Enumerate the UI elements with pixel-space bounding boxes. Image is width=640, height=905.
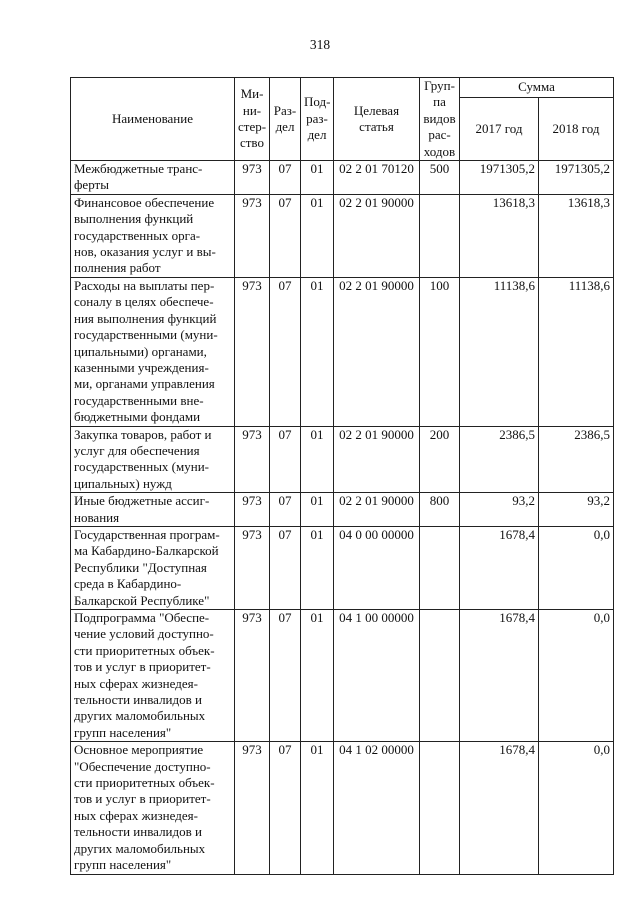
row-subsection: 01 [301,610,334,742]
page-number: 318 [309,37,331,52]
header-ministry: Ми- ни- стер- ство [235,78,270,161]
row-name: Основное мероприятие "Обеспечение доступно- сти приоритетных объек- тов и услуг в приоритет- ных сферах жизнедея- тельности инвалидов и других маломобильных групп населения" [71,742,235,874]
table-body [71,161,614,874]
table-row [71,161,614,195]
row-amount-2017: 1678,4 [460,742,539,874]
row-section: 07 [270,426,301,493]
table-row [71,194,614,277]
row-target: 02 2 01 90000 [334,493,420,527]
table-row [71,426,614,493]
row-ministry: 973 [235,426,270,493]
row-ministry: 973 [235,194,270,277]
row-ministry: 973 [235,526,270,609]
header-year-2018: 2018 год [539,97,614,160]
row-name: Финансовое обеспечение выполнения функций государственных орга- нов, оказания услуг и вы- полнения работ [71,194,235,277]
row-name: Межбюджетные транс- ферты [71,161,235,195]
row-subsection: 01 [301,277,334,426]
row-subsection: 01 [301,742,334,874]
row-amount-2018: 0,0 [539,526,614,609]
table-row [71,742,614,874]
table-row [71,610,614,742]
header-year-2017: 2017 год [460,97,539,160]
row-section: 07 [270,277,301,426]
header-group: Груп- па видов рас- ходов [420,78,460,161]
row-target: 02 2 01 70120 [334,161,420,195]
row-name: Закупка товаров, работ и услуг для обеспечения государственных (муни- ципальных) нужд [71,426,235,493]
row-amount-2018: 0,0 [539,742,614,874]
row-section: 07 [270,493,301,527]
row-amount-2018: 0,0 [539,610,614,742]
row-name: Расходы на выплаты пер- соналу в целях обеспече- ния выполнения функций государственными (муни- ципальными) органами, казенными учреждения- ми, органами управления государственными вне- бюджетными фондами [71,277,235,426]
row-amount-2018: 1971305,2 [539,161,614,195]
row-amount-2017: 2386,5 [460,426,539,493]
row-group [420,194,460,277]
row-amount-2017: 1678,4 [460,610,539,742]
row-subsection: 01 [301,194,334,277]
row-amount-2018: 11138,6 [539,277,614,426]
header-subsection: Под- раз- дел [301,78,334,161]
row-target: 02 2 01 90000 [334,194,420,277]
row-amount-2017: 1971305,2 [460,161,539,195]
row-amount-2018: 2386,5 [539,426,614,493]
row-amount-2017: 11138,6 [460,277,539,426]
row-ministry: 973 [235,493,270,527]
row-subsection: 01 [301,426,334,493]
row-group: 100 [420,277,460,426]
row-amount-2017: 1678,4 [460,526,539,609]
row-target: 02 2 01 90000 [334,277,420,426]
row-target: 04 1 00 00000 [334,610,420,742]
row-section: 07 [270,742,301,874]
row-target: 04 0 00 00000 [334,526,420,609]
row-ministry: 973 [235,610,270,742]
row-subsection: 01 [301,526,334,609]
header-name: Наименование [71,78,235,161]
row-group [420,742,460,874]
row-group [420,610,460,742]
row-amount-2017: 13618,3 [460,194,539,277]
row-subsection: 01 [301,493,334,527]
table-row [71,493,614,527]
row-target: 04 1 02 00000 [334,742,420,874]
row-group [420,526,460,609]
row-name: Государственная програм- ма Кабардино-Балкарской Республики "Доступная среда в Кабардино- Балкарской Республике" [71,526,235,609]
row-ministry: 973 [235,742,270,874]
row-section: 07 [270,194,301,277]
row-section: 07 [270,161,301,195]
row-group: 500 [420,161,460,195]
row-name: Иные бюджетные ассиг- нования [71,493,235,527]
row-ministry: 973 [235,161,270,195]
header-target: Целевая статья [334,78,420,161]
header-sum: Сумма [460,78,614,98]
row-group: 200 [420,426,460,493]
row-section: 07 [270,610,301,742]
row-name: Подпрограмма "Обеспе- чение условий доступно- сти приоритетных объек- тов и услуг в приоритет- ных сферах жизнедея- тельности инвалидов и других маломобильных групп населения" [71,610,235,742]
row-section: 07 [270,526,301,609]
row-subsection: 01 [301,161,334,195]
header-section: Раз- дел [270,78,301,161]
row-amount-2018: 93,2 [539,493,614,527]
row-amount-2018: 13618,3 [539,194,614,277]
row-amount-2017: 93,2 [460,493,539,527]
table-row [71,277,614,426]
row-target: 02 2 01 90000 [334,426,420,493]
budget-table [70,77,614,875]
row-group: 800 [420,493,460,527]
row-ministry: 973 [235,277,270,426]
table-row [71,526,614,609]
